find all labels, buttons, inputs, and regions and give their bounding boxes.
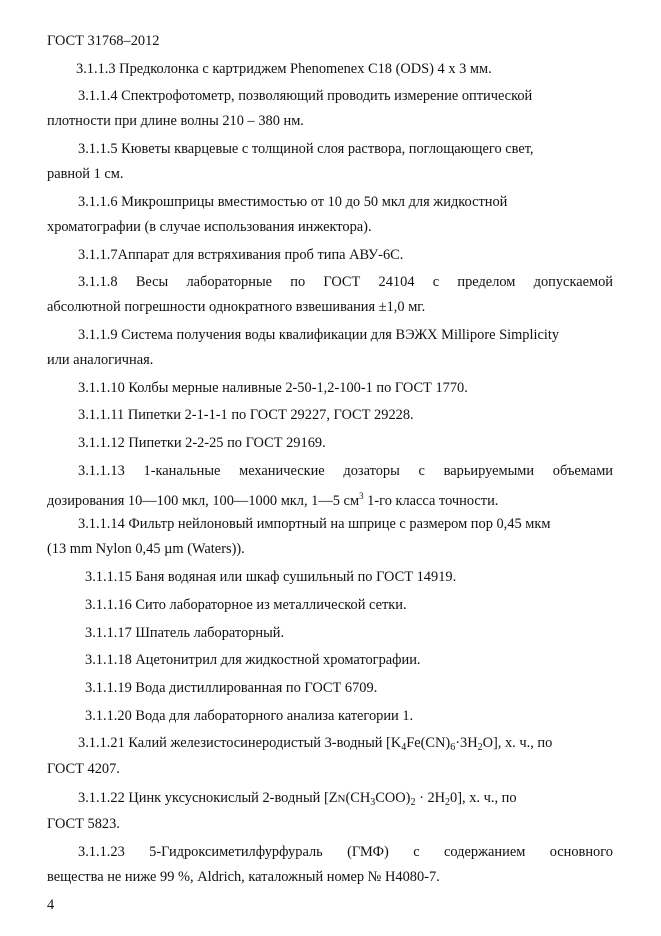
item-3.1.1.23-line2: вещества не ниже 99 %, Aldrich, каталожный номер № H4080-7.: [47, 869, 440, 885]
item-3.1.1.17: 3.1.1.17 Шпатель лабораторный.: [85, 625, 285, 641]
item-3.1.1.13-line2: дозирования 10—100 мкл, 100—1000 мкл, 1—5 $см^3$ 1-го класса точности.: [47, 491, 499, 509]
item-3.1.1.20: 3.1.1.20 Вода для лабораторного анализа категории 1.: [85, 708, 414, 724]
item-3.1.1.10: 3.1.1.10 Колбы мерные наливные 2-50-1,2-100-1 по ГОСТ 1770.: [78, 380, 468, 396]
item-3.1.1.18: 3.1.1.18 Ацетонитрил для жидкостной хроматографии.: [85, 652, 421, 668]
item-3.1.1.23-line1: 3.1.1.23 5-Гидроксиметилфурфураль (ГМФ) с содержанием основного: [78, 844, 613, 860]
item-3.1.1.22-line1: 3.1.1.22 Цинк уксуснокислый 2-водный $[ZN(CH_3COO)_2 \cdot 2H_20]$, х. ч., по: [78, 790, 517, 808]
item-3.1.1.4-line2: плотности при длине волны 210 – 380 нм.: [47, 113, 304, 129]
item-3.1.1.8-line2: абсолютной погрешности однократного взвешивания ±1,0 мг.: [47, 299, 426, 315]
item-3.1.1.11: 3.1.1.11 Пипетки 2-1-1-1 по ГОСТ 29227, ГОСТ 29228.: [78, 407, 414, 423]
item-3.1.1.22-line2: ГОСТ 5823.: [47, 816, 120, 832]
item-3.1.1.13-line1: 3.1.1.13 1-канальные механические дозаторы с варьируемыми объемами: [78, 463, 613, 479]
item-3.1.1.16: 3.1.1.16 Сито лабораторное из металлической сетки.: [85, 597, 407, 613]
item-3.1.1.14-line1: 3.1.1.14 Фильтр нейлоновый импортный на шприце с размером пор 0,45 мкм: [78, 516, 551, 532]
page-number: 4: [47, 897, 55, 913]
item-3.1.1.6-line2: хроматографии (в случае использования инжектора).: [47, 219, 372, 235]
item-3.1.1.15: 3.1.1.15 Баня водяная или шкаф сушильный по ГОСТ 14919.: [85, 569, 457, 585]
document-header: ГОСТ 31768–2012: [47, 33, 160, 49]
item-3.1.1.4-line1: 3.1.1.4 Спектрофотометр, позволяющий проводить измерение оптической: [78, 88, 533, 104]
item-3.1.1.12: 3.1.1.12 Пипетки 2-2-25 по ГОСТ 29169.: [78, 435, 326, 451]
item-3.1.1.6-line1: 3.1.1.6 Микрошприцы вместимостью от 10 до 50 мкл для жидкостной: [78, 194, 508, 210]
item-3.1.1.9-line1: 3.1.1.9 Система получения воды квалификации для ВЭЖХ Millipore Simplicity: [78, 327, 560, 343]
item-3.1.1.7: 3.1.1.7Аппарат для встряхивания проб типа АВУ-6С.: [78, 247, 404, 263]
item-3.1.1.5-line1: 3.1.1.5 Кюветы кварцевые с толщиной слоя раствора, поглощающего свет,: [78, 141, 534, 157]
item-3.1.1.5-line2: равной 1 см.: [47, 166, 124, 182]
item-3.1.1.21-line2: ГОСТ 4207.: [47, 761, 120, 777]
item-3.1.1.9-line2: или аналогичная.: [47, 352, 154, 368]
item-3.1.1.19: 3.1.1.19 Вода дистиллированная по ГОСТ 6709.: [85, 680, 378, 696]
item-3.1.1.3: 3.1.1.3 Предколонка с картриджем Phenomenex C18 (ODS) 4 х 3 мм.: [76, 61, 492, 77]
item-3.1.1.21-line1: 3.1.1.21 Калий железистосинеродистый 3-водный $[K_4Fe(CN)_6\cdot 3H_2O]$, х. ч., по: [78, 735, 553, 753]
item-3.1.1.8-line1: 3.1.1.8 Весы лабораторные по ГОСТ 24104 с пределом допускаемой: [78, 274, 613, 290]
item-3.1.1.14-line2: (13 mm Nylon 0,45 µm (Waters)).: [47, 541, 245, 557]
